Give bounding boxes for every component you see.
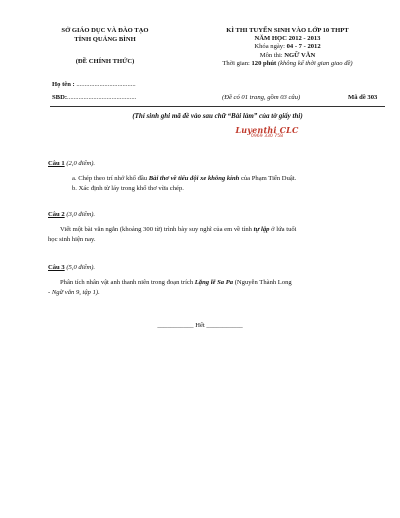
exam-subject-label: Môn thi: <box>259 51 285 59</box>
header-right <box>200 27 375 68</box>
q2-points: (3,0 điểm). <box>64 211 96 218</box>
exam-date-value: 04 - 7 - 2012 <box>286 43 321 51</box>
stamp-name: Luyenthi CLC <box>235 125 299 135</box>
exam-code: Mã đề 303 <box>348 94 378 101</box>
question-1 <box>48 160 388 193</box>
exam-subject-value: NGỮ VĂN <box>284 51 316 59</box>
q2-line1-prefix: Viết một bài văn ngắn (khoảng 300 từ) trình bày suy nghĩ của em về tính <box>60 226 254 233</box>
q3-line1-title: Lặng lẽ Sa Pa <box>194 279 234 286</box>
q2-line-2: học sinh hiện nay. <box>48 236 96 244</box>
q3-line1-prefix: Phân tích nhân vật anh thanh niên trong đoạn trích <box>60 279 195 286</box>
stamp-phone: 0969 330 758 <box>250 134 284 139</box>
exam-time-label: Thời gian: <box>222 59 252 67</box>
exam-time <box>200 60 375 68</box>
q1-part-b: b. Xác định từ láy trong khổ thơ vừa chép. <box>72 185 184 193</box>
instruction-note: (Thí sinh ghi mã đề vào sau chữ “Bài làm” của tờ giấy thi) <box>132 112 303 120</box>
exam-subject <box>200 52 375 60</box>
candidate-info <box>52 81 382 107</box>
q2-line1-em: tự lập <box>253 226 270 233</box>
q3-line-2: - Ngữ văn 9, tập 1). <box>48 289 100 297</box>
watermark-stamp <box>232 125 302 140</box>
school-year: NĂM HỌC 2012 - 2013 <box>254 35 321 43</box>
candidate-name-dots: .................................... <box>76 81 136 88</box>
q1-a-prefix: a. Chép theo trí nhớ khổ đầu <box>72 175 149 182</box>
exam-time-note: (không kể thời gian giao đề) <box>276 59 353 67</box>
q2-line-1 <box>48 226 388 234</box>
q3-line-1 <box>48 279 388 287</box>
candidate-name-label: Họ tên : <box>52 81 77 88</box>
q3-line1-suffix: (Nguyễn Thành Long <box>233 279 292 286</box>
header-divider <box>50 106 385 107</box>
sbd-dots: .......................................... <box>67 94 137 101</box>
q2-title: Câu 2 <box>48 211 65 218</box>
q1-points: (2,0 điểm). <box>64 160 96 167</box>
q1-a-title: Bài thơ về tiểu đội xe không kính <box>148 175 240 182</box>
q1-a-suffix: của Phạm Tiến Duật. <box>239 175 297 182</box>
q3-title: Câu 3 <box>48 264 65 271</box>
candidate-name-row <box>52 81 382 94</box>
question-2 <box>48 211 388 244</box>
exam-date-label: Khóa ngày: <box>254 43 287 51</box>
question-3 <box>48 264 388 297</box>
official-label: (ĐỀ CHÍNH THỨC) <box>75 58 135 66</box>
province-name: TỈNH QUẢNG BÌNH <box>74 36 136 44</box>
sbd-label: SBD: <box>52 94 68 101</box>
q1-part-a <box>48 175 388 183</box>
q3-points: (5,0 điểm). <box>64 264 96 271</box>
department-name: SỞ GIÁO DỤC VÀ ĐÀO TẠO <box>61 27 149 34</box>
exam-time-value: 120 phút <box>251 59 277 67</box>
exam-title: KÌ THI TUYỂN SINH VÀO LỚP 10 THPT <box>226 27 349 34</box>
exam-date <box>200 43 375 51</box>
end-marker: ___________ Hết ___________ <box>157 322 243 329</box>
q1-title: Câu 1 <box>48 160 65 167</box>
q2-line1-suffix: ở lứa tuổi <box>269 226 297 233</box>
header-left <box>30 27 180 67</box>
pages-note: (Đề có 01 trang, gồm 03 câu) <box>222 94 301 101</box>
